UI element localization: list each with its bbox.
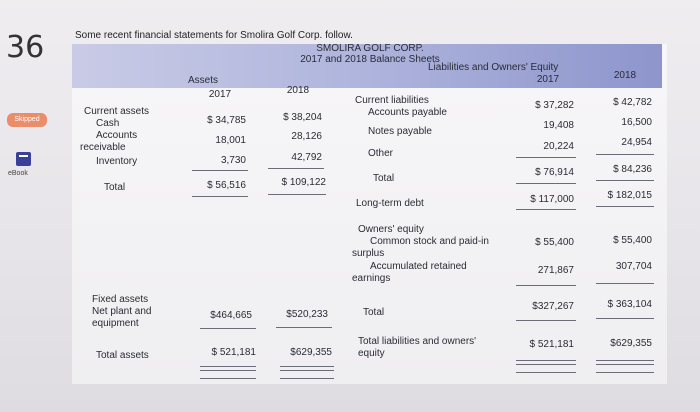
payable-2017: $ 37,282 xyxy=(535,100,574,111)
net-plant-2017: $464,665 xyxy=(210,310,252,321)
ltd-2017: $ 117,000 xyxy=(530,194,574,205)
receivable-2017: 18,001 xyxy=(215,135,246,146)
liab-year-2018: 2018 xyxy=(613,70,637,81)
rule xyxy=(596,283,654,284)
rule xyxy=(200,328,256,329)
total-liab-equity-label-2: equity xyxy=(358,348,385,359)
other-2018: 24,954 xyxy=(621,137,652,148)
retained-earnings-label-2: earnings xyxy=(352,273,391,284)
current-liabilities-label: Current liabilities xyxy=(355,95,429,106)
rule xyxy=(280,378,334,379)
current-assets-total-2017: $ 56,516 xyxy=(207,180,246,191)
company-name: SMOLIRA GOLF CORP. xyxy=(316,43,424,54)
current-assets-total-2018: $ 109,122 xyxy=(281,177,326,188)
ltd-2018: $ 182,015 xyxy=(607,190,652,201)
rule xyxy=(516,320,576,321)
total-assets-2017: $ 521,181 xyxy=(211,347,256,358)
double-rule xyxy=(596,360,654,365)
rule xyxy=(268,194,326,195)
receivable-2018: 28,126 xyxy=(291,131,322,142)
skipped-badge[interactable]: Skipped xyxy=(7,113,47,127)
notes-2017: 19,408 xyxy=(543,120,574,131)
current-liabilities-total-2018: $ 84,236 xyxy=(613,164,652,175)
net-plant-2018: $520,233 xyxy=(286,309,328,320)
cash-label: Cash xyxy=(96,118,120,129)
ebook-label[interactable]: eBook xyxy=(8,170,28,177)
payable-2018: $ 42,782 xyxy=(613,97,652,108)
common-stock-label-1: Common stock and paid-in xyxy=(370,236,489,247)
assets-year-2017: 2017 xyxy=(208,89,232,100)
notes-2018: 16,500 xyxy=(621,117,652,128)
cash-2017: $ 34,785 xyxy=(207,115,246,126)
inventory-label: Inventory xyxy=(96,156,138,167)
rule xyxy=(276,327,332,328)
retained-earnings-2017: 271,867 xyxy=(537,265,574,276)
statement-title: 2017 and 2018 Balance Sheets xyxy=(300,54,440,65)
notes-label: Notes payable xyxy=(368,126,432,137)
intro-text: Some recent financial statements for Smolira Golf Corp. follow. xyxy=(75,30,353,41)
total-equity-label: Total xyxy=(363,307,385,318)
total-equity-2018: $ 363,104 xyxy=(607,299,652,310)
total-assets-label: Total assets xyxy=(96,350,149,361)
assets-header: Assets xyxy=(188,75,219,86)
rule xyxy=(516,183,576,184)
rule xyxy=(192,170,248,171)
rule xyxy=(596,318,654,319)
receivable-label-1: Accounts xyxy=(96,130,138,141)
owners-equity-label: Owners' equity xyxy=(358,224,424,235)
rule xyxy=(192,196,248,197)
receivable-label-2: receivable xyxy=(80,142,126,153)
retained-earnings-2018: 307,704 xyxy=(615,261,652,272)
rule xyxy=(596,206,654,207)
rule xyxy=(516,285,576,286)
rule xyxy=(200,378,256,379)
rule xyxy=(596,154,654,155)
rule xyxy=(596,372,654,373)
current-liabilities-total-2017: $ 76,914 xyxy=(535,167,574,178)
liabilities-header: Liabilities and Owners' Equity xyxy=(428,62,559,73)
fixed-assets-label: Fixed assets xyxy=(92,294,149,305)
inventory-2017: 3,730 xyxy=(220,155,246,166)
common-stock-label-2: surplus xyxy=(352,248,385,259)
net-plant-label-2: equipment xyxy=(92,318,139,329)
total-equity-2017: $327,267 xyxy=(532,301,574,312)
rule xyxy=(596,180,654,181)
ebook-icon[interactable] xyxy=(16,152,31,166)
question-number: 36 xyxy=(6,30,45,65)
rule xyxy=(268,168,324,169)
current-assets-label: Current assets xyxy=(84,106,150,117)
double-rule xyxy=(280,366,334,371)
total-liab-equity-2017: $ 521,181 xyxy=(529,339,574,350)
rule xyxy=(516,157,576,158)
total-liab-equity-label-1: Total liabilities and owners' xyxy=(358,336,477,347)
payable-label: Accounts payable xyxy=(368,107,447,118)
retained-earnings-label-1: Accumulated retained xyxy=(370,261,467,272)
common-stock-2018: $ 55,400 xyxy=(613,235,652,246)
cash-2018: $ 38,204 xyxy=(283,112,322,123)
rule xyxy=(516,372,576,373)
total-assets-2018: $629,355 xyxy=(290,347,332,358)
other-label: Other xyxy=(368,148,394,159)
net-plant-label-1: Net plant and xyxy=(92,306,152,317)
other-2017: 20,224 xyxy=(543,141,574,152)
current-liabilities-total-label: Total xyxy=(373,173,395,184)
inventory-2018: 42,792 xyxy=(291,152,322,163)
total-liab-equity-2018: $629,355 xyxy=(610,338,652,349)
assets-year-2018: 2018 xyxy=(286,85,310,96)
common-stock-2017: $ 55,400 xyxy=(535,237,574,248)
liab-year-2017: 2017 xyxy=(536,74,560,85)
double-rule xyxy=(200,366,256,371)
current-assets-total-label: Total xyxy=(104,182,126,193)
double-rule xyxy=(516,360,576,365)
ltd-label: Long-term debt xyxy=(356,198,424,209)
rule xyxy=(516,209,576,210)
